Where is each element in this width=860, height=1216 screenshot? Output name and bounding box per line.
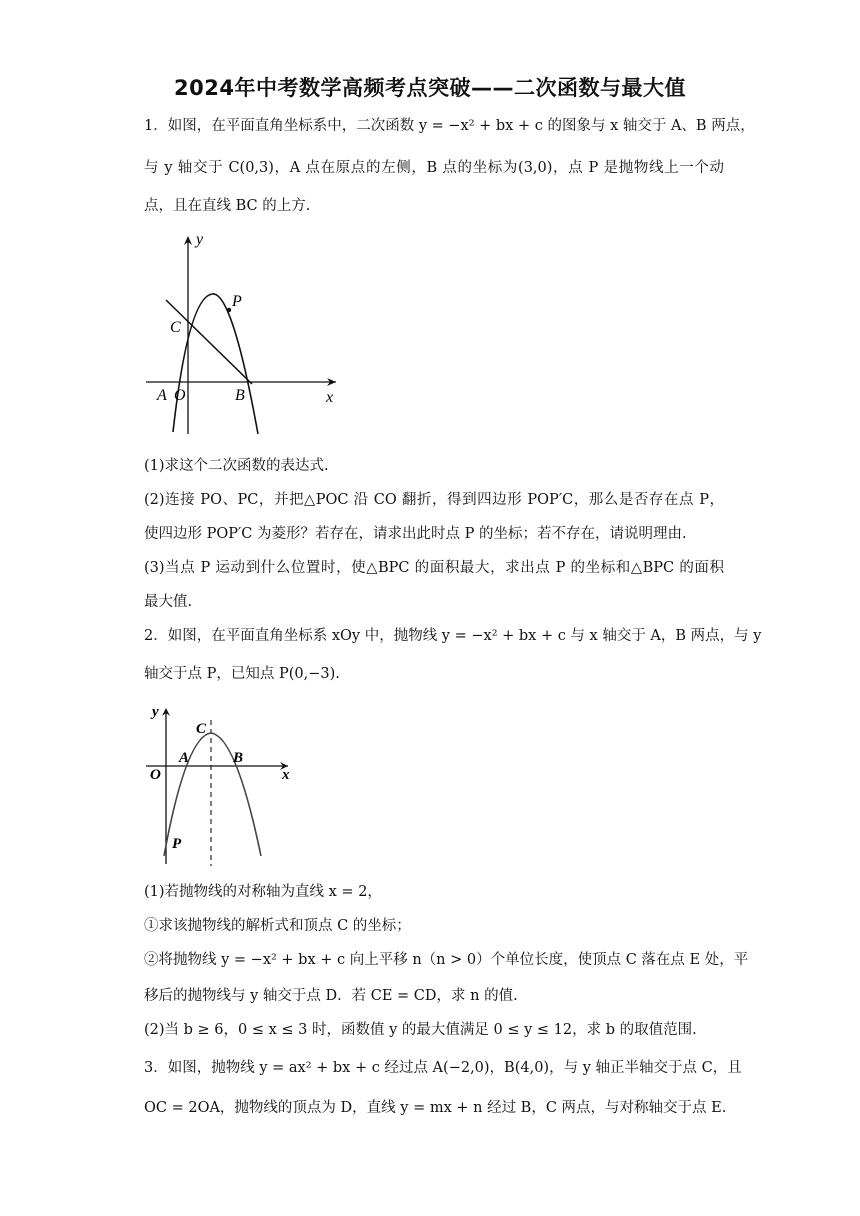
- q2-label-a: A: [179, 750, 190, 766]
- q2-figure: [142, 700, 302, 870]
- q2-label-c: C: [196, 721, 207, 737]
- q1-text-line1: 1．如图，在平面直角坐标系中，二次函数 y = −x² + bx + c 的图象与 x 轴交于 A、B 两点，: [144, 118, 755, 134]
- q1-text-line2: 与 y 轴交于 C(0,3)，A 点在原点的左侧，B 点的坐标为(3,0)，点 P 是抛物线上一个动: [144, 160, 724, 176]
- q2-sub2: (2)当 b ≥ 6，0 ≤ x ≤ 3 时，函数值 y 的最大值满足 0 ≤ y ≤ 12，求 b 的取值范围.: [144, 1022, 697, 1038]
- q1-sub2-line2: 使四边形 POP′C 为菱形？若存在，请求出此时点 P 的坐标；若不存在，请说明理由.: [144, 526, 687, 542]
- q2-sub1b-line2: 移后的抛物线与 y 轴交于点 D．若 CE = CD，求 n 的值.: [144, 988, 518, 1004]
- q1-sub3-line2: 最大值.: [144, 594, 193, 610]
- q1-label-o: O: [174, 387, 186, 404]
- q1-label-y: y: [196, 231, 204, 248]
- q1-figure: [140, 228, 350, 440]
- q2-label-p: P: [172, 836, 182, 852]
- q2-text-line2: 轴交于点 P，已知点 P(0,−3).: [144, 666, 340, 682]
- q1-sub1: (1)求这个二次函数的表达式.: [144, 458, 329, 474]
- q2-label-b: B: [233, 750, 244, 766]
- q1-label-a: A: [157, 387, 167, 404]
- q3-text-line1: 3．如图，抛物线 y = ax² + bx + c 经过点 A(−2,0)，B(4,0)，与 y 轴正半轴交于点 C，且: [144, 1060, 742, 1076]
- q2-sub1: (1)若抛物线的对称轴为直线 x = 2，: [144, 884, 382, 900]
- q2-sub1b-line1: ②将抛物线 y = −x² + bx + c 向上平移 n（n > 0）个单位长度，使顶点 C 落在点 E 处，平: [144, 952, 749, 968]
- page-title: 2024年中考数学高频考点突破——二次函数与最大值: [174, 76, 686, 100]
- q1-label-p: P: [232, 293, 242, 310]
- q2-label-x: x: [282, 767, 290, 783]
- q1-parabola: [173, 294, 258, 434]
- q2-text-line1: 2．如图，在平面直角坐标系 xOy 中，抛物线 y = −x² + bx + c 与 x 轴交于 A，B 两点，与 y: [144, 628, 762, 644]
- q1-point-p: [227, 308, 231, 312]
- q1-label-b: B: [235, 387, 245, 404]
- q1-text-line3: 点，且在直线 BC 的上方.: [144, 198, 311, 214]
- q1-sub3-line1: (3)当点 P 运动到什么位置时，使△BPC 的面积最大，求出点 P 的坐标和△BPC 的面积: [144, 560, 724, 576]
- q1-sub2-line1: (2)连接 PO、PC，并把△POC 沿 CO 翻折，得到四边形 POP′C，那么是否存在点 P，: [144, 492, 724, 508]
- q1-label-c: C: [170, 319, 181, 336]
- q2-label-y: y: [152, 704, 159, 720]
- q1-label-x: x: [326, 389, 334, 406]
- q1-line-bc: [166, 300, 252, 384]
- q3-text-line2: OC = 2OA，抛物线的顶点为 D，直线 y = mx + n 经过 B，C 两点，与对称轴交于点 E.: [144, 1100, 727, 1116]
- q2-sub1a: ①求该抛物线的解析式和顶点 C 的坐标；: [144, 918, 411, 934]
- q2-label-o: O: [150, 767, 161, 783]
